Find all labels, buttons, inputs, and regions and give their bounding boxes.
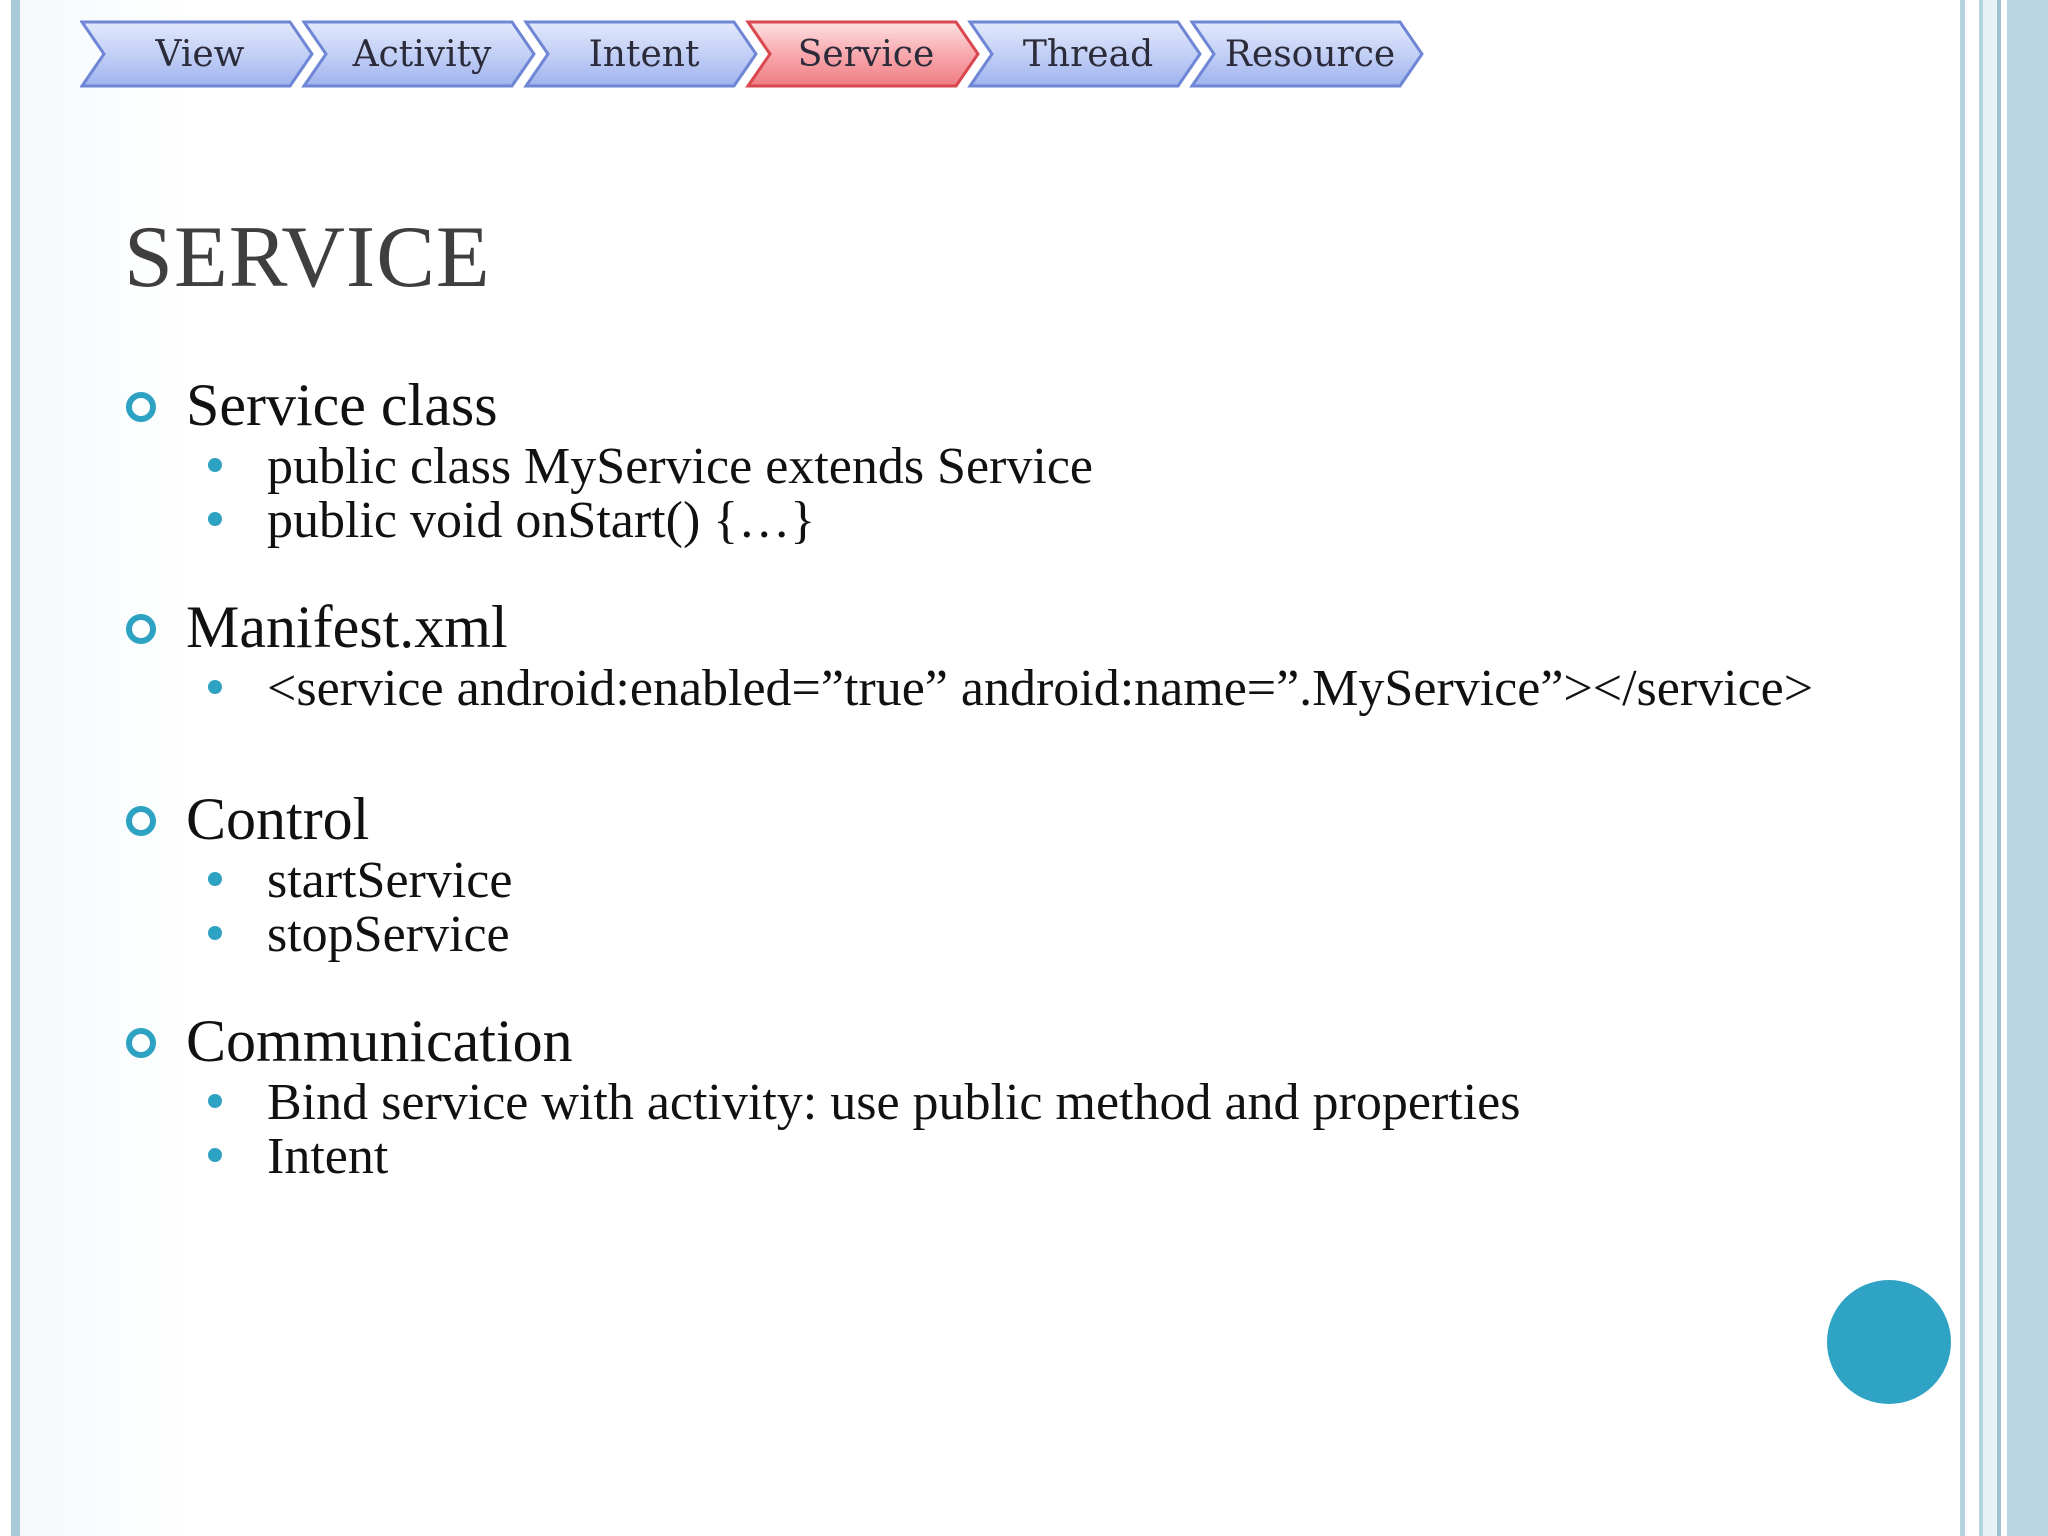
content-section bbox=[124, 784, 1824, 962]
bullet-list bbox=[124, 854, 1824, 962]
dot-bullet-icon bbox=[208, 458, 222, 472]
list-item bbox=[124, 854, 1824, 908]
left-border bbox=[11, 0, 20, 1536]
list-item bbox=[124, 1130, 1824, 1184]
ring-bullet-icon bbox=[126, 806, 156, 836]
slide-content bbox=[124, 370, 1824, 1184]
section-heading-text: Manifest.xml bbox=[186, 594, 508, 660]
right-border-band bbox=[2007, 0, 2048, 1536]
list-item bbox=[124, 908, 1824, 962]
bullet-list bbox=[124, 662, 1824, 716]
list-item-text: stopService bbox=[267, 906, 510, 963]
list-item-text: public void onStart() {…} bbox=[267, 492, 816, 549]
dot-bullet-icon bbox=[208, 1148, 222, 1162]
list-item bbox=[124, 440, 1824, 494]
slide-title: SERVICE bbox=[124, 209, 491, 306]
breadcrumb-item-thread[interactable]: Thread bbox=[1022, 34, 1154, 75]
list-item-text: public class MyService extends Service bbox=[267, 438, 1093, 495]
section-heading-text: Service class bbox=[186, 372, 498, 438]
section-heading bbox=[124, 784, 1824, 854]
ring-bullet-icon bbox=[126, 614, 156, 644]
list-item-text: startService bbox=[267, 852, 513, 909]
breadcrumb bbox=[80, 18, 1460, 94]
ring-bullet-icon bbox=[126, 1028, 156, 1058]
content-section bbox=[124, 1006, 1824, 1184]
breadcrumb-item-activity[interactable]: Activity bbox=[352, 34, 492, 75]
breadcrumb-item-intent[interactable]: Intent bbox=[588, 34, 700, 75]
ring-bullet-icon bbox=[126, 392, 156, 422]
section-heading-text: Control bbox=[186, 786, 370, 852]
content-section bbox=[124, 592, 1824, 716]
dot-bullet-icon bbox=[208, 872, 222, 886]
right-border-band bbox=[1965, 0, 1979, 1536]
section-heading bbox=[124, 370, 1824, 440]
dot-bullet-icon bbox=[208, 926, 222, 940]
bullet-list bbox=[124, 440, 1824, 548]
list-item bbox=[124, 662, 1824, 716]
list-item bbox=[124, 494, 1824, 548]
list-item-text: Intent bbox=[267, 1128, 389, 1185]
bullet-list bbox=[124, 1076, 1824, 1184]
breadcrumb-item-service[interactable]: Service bbox=[797, 34, 935, 75]
right-border-band bbox=[1983, 0, 1997, 1536]
content-section bbox=[124, 370, 1824, 548]
dot-bullet-icon bbox=[208, 512, 222, 526]
list-item bbox=[124, 1076, 1824, 1130]
dot-bullet-icon bbox=[208, 680, 222, 694]
list-item-text: <service android:enabled=”true” android:name=”.MyService”></service> bbox=[267, 660, 1814, 717]
dot-bullet-icon bbox=[208, 1094, 222, 1108]
breadcrumb-item-view[interactable]: View bbox=[155, 34, 245, 75]
breadcrumb-item-resource[interactable]: Resource bbox=[1224, 34, 1396, 75]
decorative-circle bbox=[1827, 1280, 1951, 1404]
section-heading bbox=[124, 1006, 1824, 1076]
section-heading bbox=[124, 592, 1824, 662]
list-item-text: Bind service with activity: use public method and properties bbox=[267, 1074, 1521, 1131]
section-heading-text: Communication bbox=[186, 1008, 573, 1074]
